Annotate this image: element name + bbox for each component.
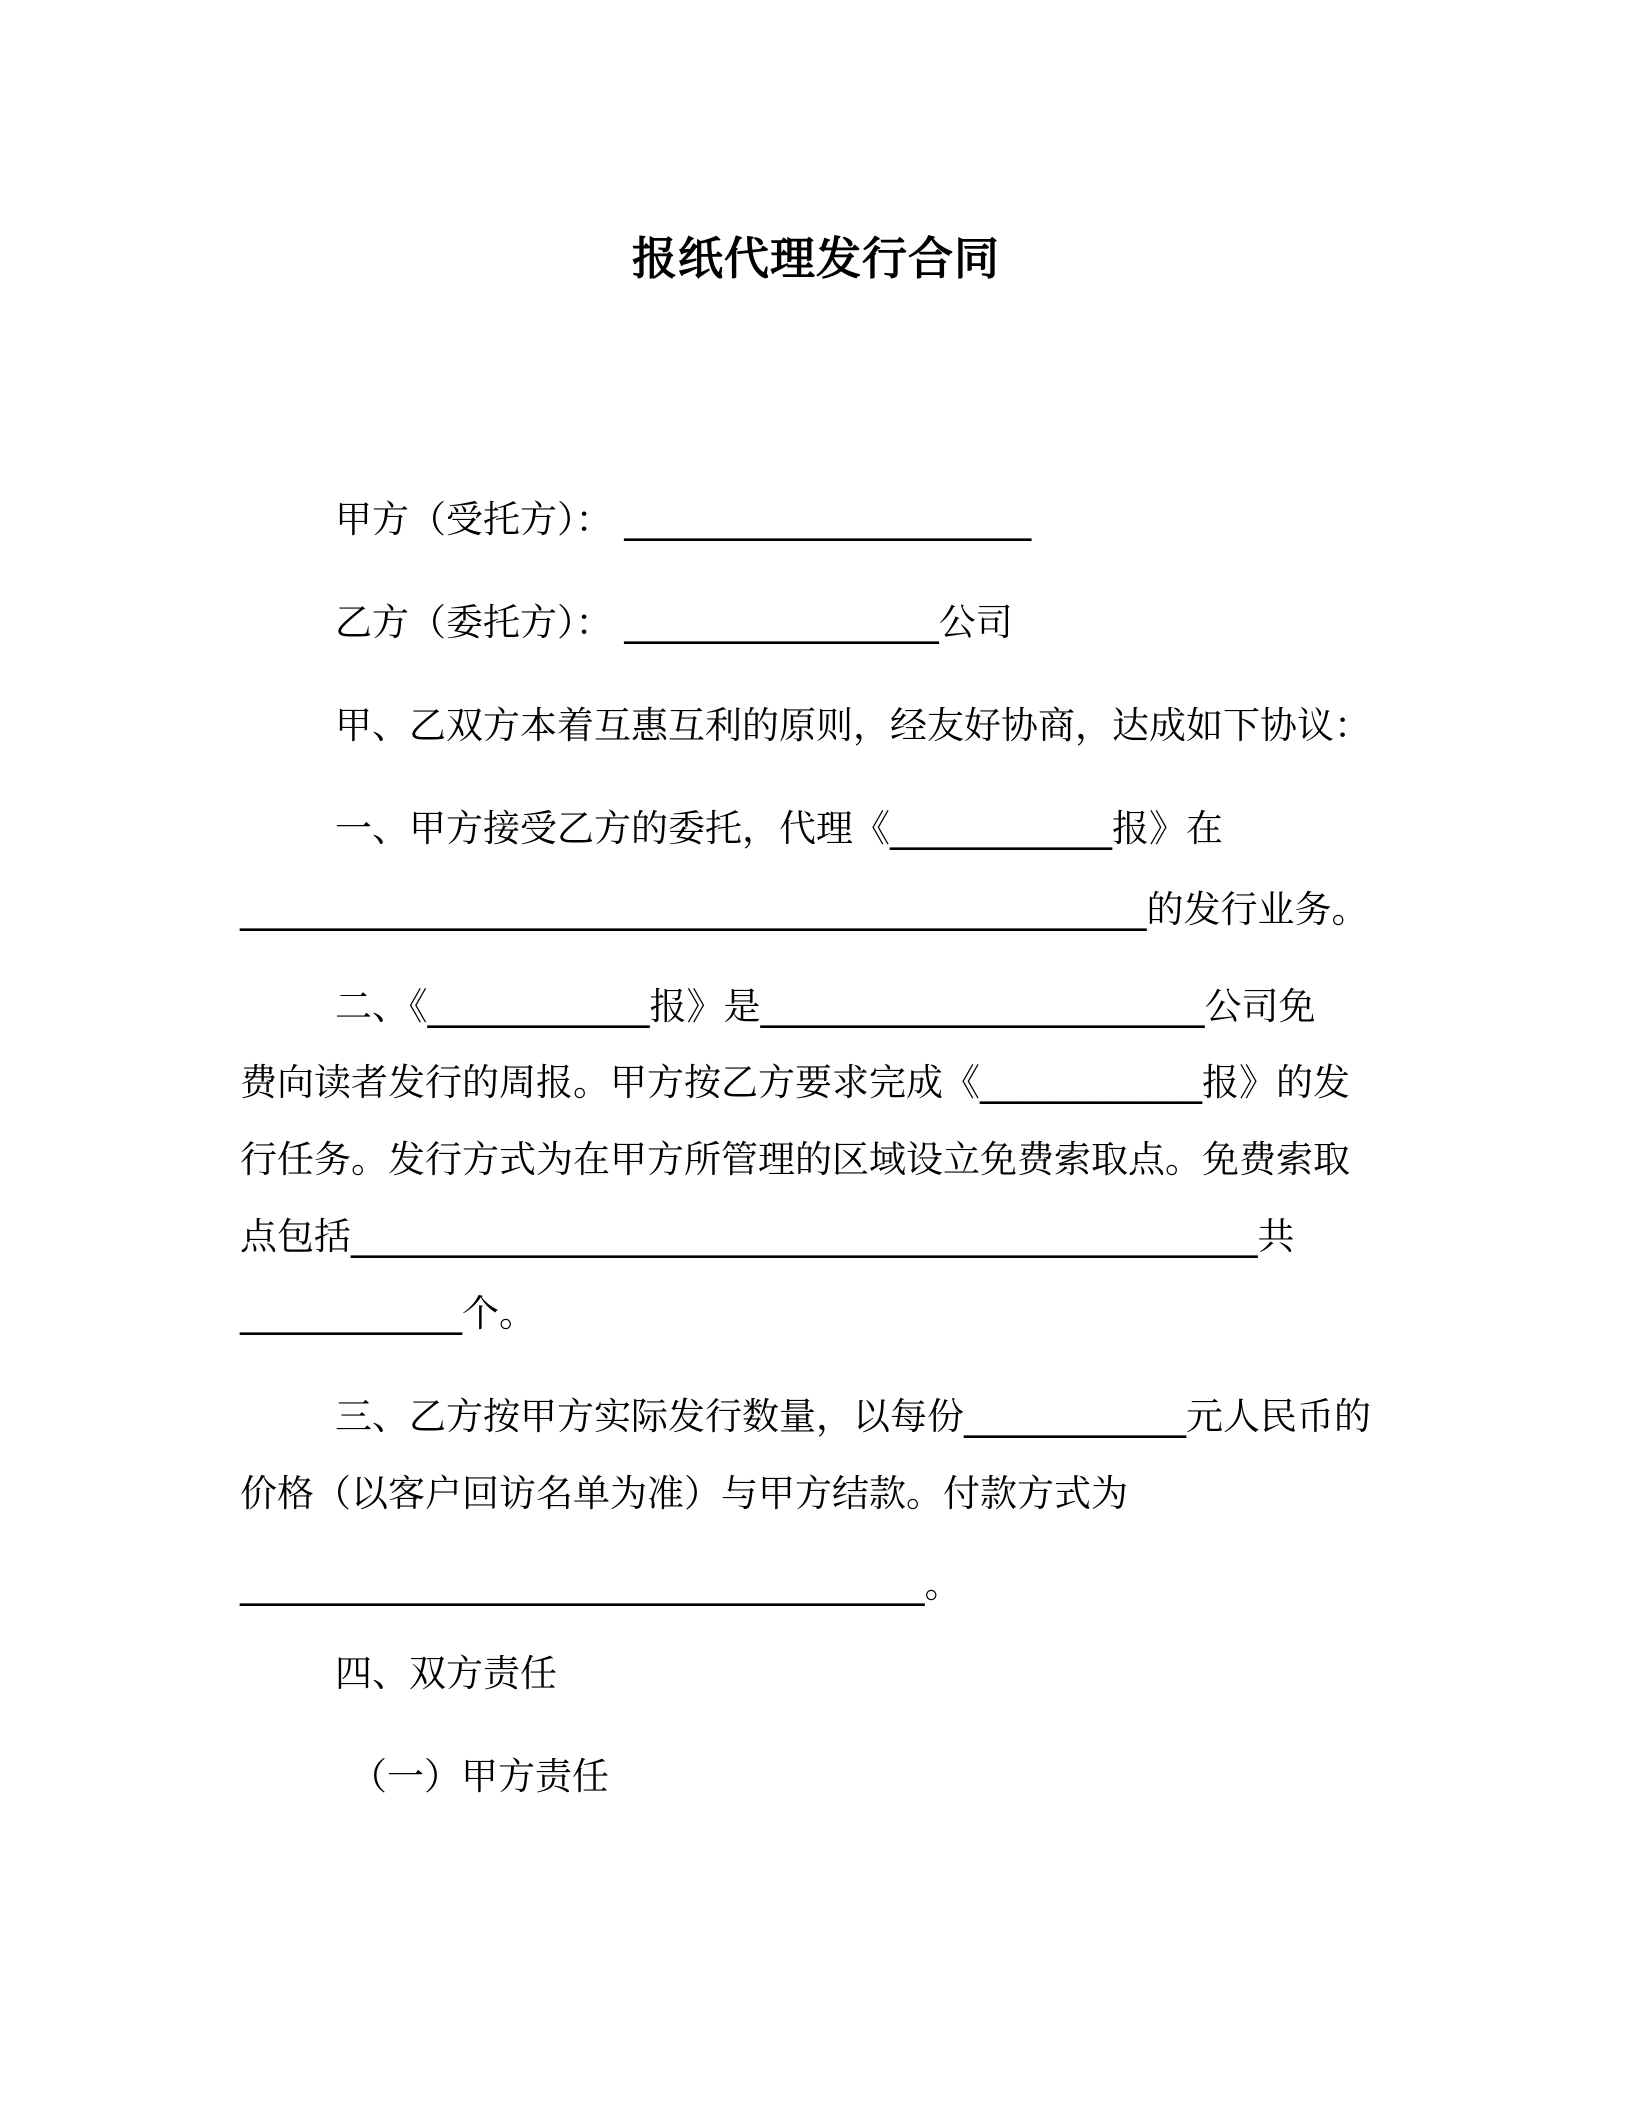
clause-1-line-1: 一、甲方接受乙方的委托，代理《____________报》在: [335, 807, 1223, 850]
clause-3-line-3: _____________________________________。: [240, 1563, 962, 1606]
clause-4-subheading-party-a: （一）甲方责任: [350, 1755, 609, 1798]
preamble-paragraph: 甲、乙双方本着互惠互利的原则，经友好协商，达成如下协议：: [335, 704, 1371, 747]
document-title: 报纸代理发行合同: [631, 232, 1000, 285]
clause-2-line-4: 点包括_________________________________________________共: [240, 1215, 1295, 1258]
clause-3-line-1: 三、乙方按甲方实际发行数量，以每份____________元人民币的: [335, 1395, 1371, 1438]
clause-2-line-2: 费向读者发行的周报。甲方按乙方要求完成《____________报》的发: [240, 1061, 1350, 1104]
clause-2-line-5: ____________个。: [240, 1292, 536, 1335]
party-b-line: 乙方（委托方）： _________________公司: [335, 601, 1013, 644]
clause-4-heading: 四、双方责任: [335, 1652, 557, 1695]
party-a-line: 甲方（受托方）： ______________________: [335, 498, 1032, 541]
clause-1-line-2: _________________________________________________的发行业务。: [240, 888, 1369, 931]
clause-3-line-2: 价格（以客户回访名单为准）与甲方结款。付款方式为: [240, 1472, 1128, 1515]
clause-2-line-3: 行任务。发行方式为在甲方所管理的区域设立免费索取点。免费索取: [240, 1138, 1350, 1181]
clause-2-line-1: 二、《____________报》是________________________公司免: [335, 985, 1316, 1028]
